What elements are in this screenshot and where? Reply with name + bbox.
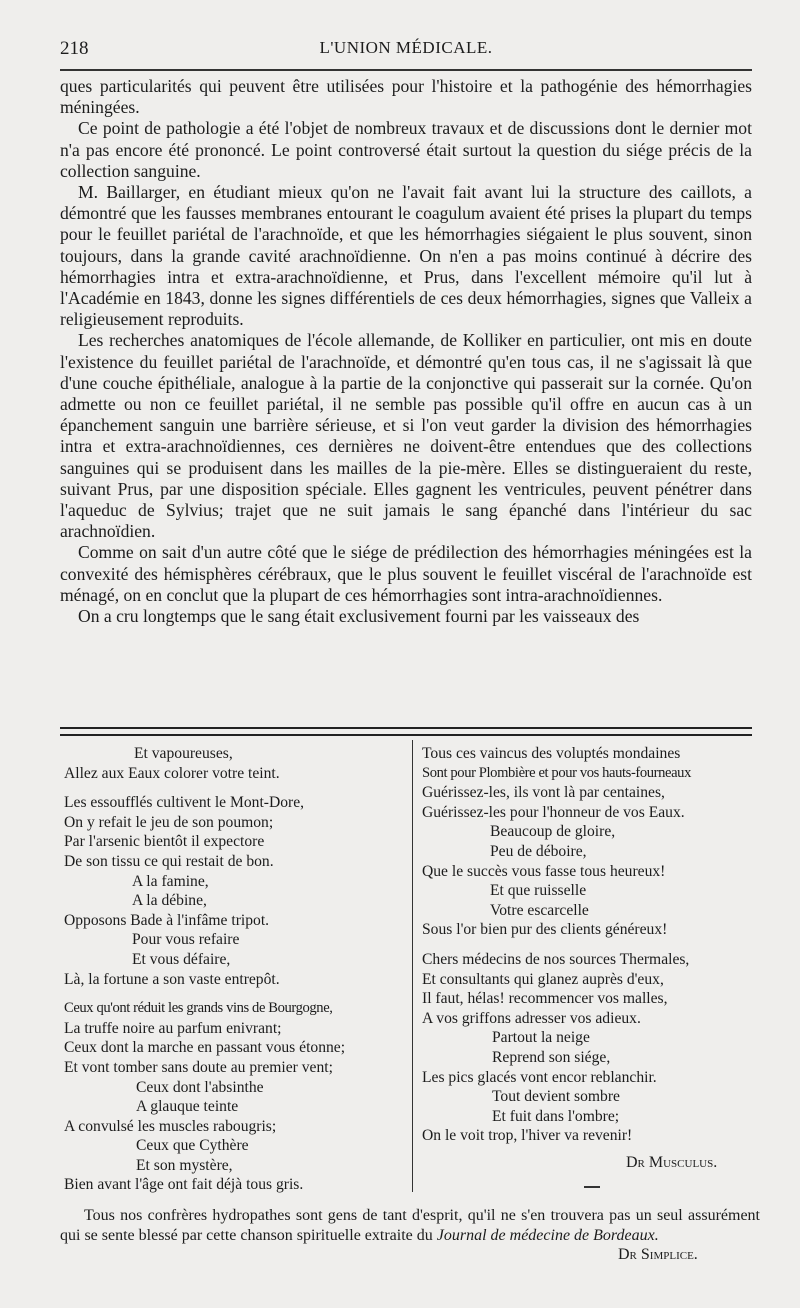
poem-line: Chers médecins de nos sources Thermales,	[422, 950, 690, 968]
poem-line: Et son mystère,	[136, 1156, 233, 1174]
journal-title: L'UNION MÉDICALE.	[319, 38, 493, 57]
poem-line: Que le succès vous fasse tous heureux!	[422, 862, 666, 880]
column-divider	[412, 740, 413, 1192]
poem-line: La truffe noire au parfum enivrant;	[64, 1019, 282, 1037]
stanza-break	[422, 940, 758, 950]
poem-line: Il faut, hélas! recommencer vos malles,	[422, 990, 668, 1008]
footer-note	[60, 1206, 760, 1246]
poem-line: Sous l'or bien pur des clients généreux!	[422, 921, 668, 939]
footer-signature: Dr Simplice.	[618, 1246, 698, 1263]
poem-line: Et vont tomber sans doute au premier vent;	[64, 1058, 333, 1076]
poem-line: Beaucoup de gloire,	[490, 823, 616, 841]
poem-line: Ceux que Cythère	[136, 1137, 249, 1155]
poem-line: Et consultants qui glanez auprès d'eux,	[422, 970, 664, 988]
paragraph: Les recherches anatomiques de l'école allemande, de Kolliker en particulier, ont mis en doute l'existence du feuillet pariétal de l'arachnoïde, et démontré qu'en tous cas, il ne s'agissait là que d'une couche épithéliale, analogue à la partie de la conjonctive qui passerait sur la cornée. Qu'on admette ou non ce feuillet pariétal, il ne semble pas possible qu'il offre en aucun cas à un épanchement sanguin une barrière sérieuse, et si l'on veut garder la division des hémorrhagies intra et extra-arachnoïdiennes, ces dernières ne doivent-être entendues que des collections sanguines qui se produisent dans les mailles de la pie-mère. Elles se distingueraient du reste, suivant Prus, par une disposition spéciale. Elles gagnent les ventricules, peuvent pénétrer dans l'aqueduc de Sylvius; trajet que ne suit jamais le sang épanché dans l'intérieur du sac arachnoïdien.	[60, 330, 752, 542]
short-rule	[584, 1186, 600, 1188]
poem-left-column	[64, 744, 404, 1195]
poem-line: Ceux dont l'absinthe	[136, 1078, 264, 1096]
paragraph: Ce point de pathologie a été l'objet de nombreux travaux et de discussions dont le dernier mot n'a pas encore été prononcé. Le point controversé était surtout la question du siége précis de la collection sanguine.	[60, 118, 752, 181]
poem-line: Partout la neige	[492, 1029, 590, 1047]
poem-line: Et que ruisselle	[490, 882, 587, 900]
stanza-break	[64, 783, 404, 793]
section-divider	[60, 727, 752, 736]
poem-line: Par l'arsenic bientôt il expectore	[64, 833, 265, 851]
poem-line: A glauque teinte	[136, 1098, 239, 1116]
poem-signature: Dr Musculus.	[626, 1154, 718, 1171]
poem-line: Les pics glacés vont encor reblanchir.	[422, 1068, 657, 1086]
poem-line: Les essoufflés cultivent le Mont-Dore,	[64, 794, 305, 812]
poem-line: A la débine,	[132, 892, 207, 910]
poem-line: Pour vous refaire	[132, 931, 240, 949]
poem-line: Ceux qu'ont réduit les grands vins de Bourgogne,	[64, 1000, 333, 1017]
poem-line: De son tissu ce qui restait de bon.	[64, 852, 274, 870]
footer-note-text: Tous nos confrères hydropathes sont gens de tant d'esprit, qu'il ne s'en trouvera pas un seul assurément qui se sente blessé par cette chanson spirituelle extraite du	[60, 1207, 760, 1244]
poem-line: Peu de déboire,	[490, 842, 587, 860]
main-article-text	[60, 76, 752, 627]
poem-line: Guérissez-les, ils vont là par centaines,	[422, 784, 665, 802]
page-header	[60, 32, 752, 66]
header-rule	[60, 69, 752, 71]
poem-line: Tout devient sombre	[492, 1088, 620, 1106]
poem-line: Votre escarcelle	[490, 901, 589, 919]
poem-line: Et vous défaire,	[132, 950, 231, 968]
paragraph: M. Baillarger, en étudiant mieux qu'on ne l'avait fait avant lui la structure des caillots, a démontré que les fausses membranes entourant le coagulum avaient été prises la plupart du temps pour le feuillet pariétal de l'arachnoïde, et que les hémorrhagies siégaient le plus souvent, sinon toujours, dans la grande cavité arachnoïdienne. On n'en a pas moins continué à décrire des hémorrhagies intra et extra-arachnoïdienne, et Prus, dans l'excellent mémoire qu'il lut à l'Académie en 1843, donne les signes différentiels de ces deux hémorrhagies, signes que Valleix a religieusement reproduits.	[60, 182, 752, 330]
poem-line: Et vapoureuses,	[134, 745, 233, 762]
paragraph: ques particularités qui peuvent être utilisées pour l'histoire et la pathogénie des hémorrhagies méningées.	[60, 76, 752, 118]
poem-line: Tous ces vaincus des voluptés mondaines	[422, 745, 681, 762]
poem-right-column	[422, 744, 758, 1146]
poem-line: Opposons Bade à l'infâme tripot.	[64, 911, 270, 929]
poem-line: A vos griffons adresser vos adieux.	[422, 1009, 641, 1027]
poem-line: Ceux dont la marche en passant vous étonne;	[64, 1039, 346, 1057]
poem-line: Guérissez-les pour l'honneur de vos Eaux.	[422, 803, 685, 821]
poem-line: A la famine,	[132, 872, 209, 890]
poem-line: On le voit trop, l'hiver va revenir!	[422, 1127, 633, 1145]
paragraph: On a cru longtemps que le sang était exclusivement fourni par les vaisseaux des	[78, 606, 640, 627]
poem-line: Reprend son siége,	[492, 1048, 611, 1066]
page-number: 218	[60, 38, 89, 59]
poem-line: Allez aux Eaux colorer votre teint.	[64, 764, 280, 782]
footer-note-paragraph	[60, 1206, 760, 1246]
footer-note-source: Journal de médecine de Bordeaux.	[436, 1227, 659, 1244]
poem-line: On y refait le jeu de son poumon;	[64, 813, 274, 831]
poem-line: Sont pour Plombière et pour vos hauts-fourneaux	[422, 764, 691, 781]
poem-line: Là, la fortune a son vaste entrepôt.	[64, 970, 280, 988]
poem-line: Et fuit dans l'ombre;	[492, 1107, 620, 1125]
poem-line: Bien avant l'âge ont fait déjà tous gris.	[64, 1176, 304, 1194]
poem-line: A convulsé les muscles rabougris;	[64, 1117, 277, 1135]
paragraph: Comme on sait d'un autre côté que le siége de prédilection des hémorrhagies méningées est la convexité des hémisphères cérébraux, que le plus souvent le feuillet viscéral de l'arachnoïde est ménagé, on en conclut que la plupart de ces hémorrhagies sont intra-arachnoïdiennes.	[60, 542, 752, 605]
stanza-break	[64, 989, 404, 999]
